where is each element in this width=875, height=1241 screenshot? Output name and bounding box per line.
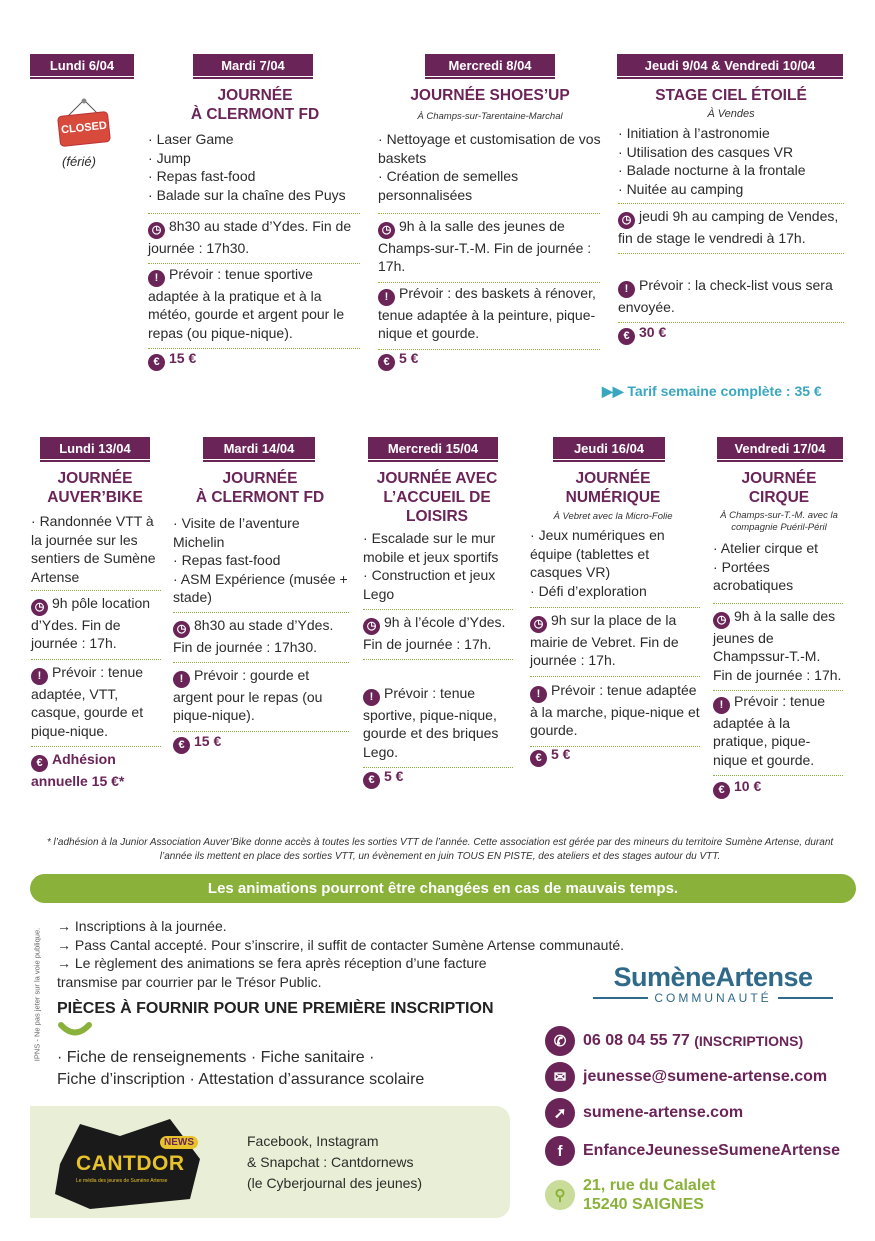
activity-title: JOURNÉE SHOES’UP <box>410 87 570 104</box>
activity-list: · Jeux numériques en équipe (tablettes et casques VR) · Défi d’exploration <box>530 526 700 600</box>
euro-icon: € <box>713 782 730 799</box>
time-info: ◷ 9h à l’école d’Ydes. Fin de journée : 17h. <box>363 609 513 660</box>
prevoir-info: ! Prévoir : tenue adaptée, VTT, casque, gourde et pique-nique. <box>31 663 161 747</box>
website-contact[interactable]: ➚ sumene-artense.com <box>545 1098 743 1128</box>
activity-title: JOURNÉE NUMÉRIQUE <box>565 470 661 506</box>
price: € 10 € <box>713 778 761 799</box>
warning-icon: ! <box>530 686 547 703</box>
cantdor-news: NEWS <box>160 1136 198 1149</box>
activity-title: STAGE CIEL ÉTOILÉ <box>655 87 807 104</box>
activity-list: · Laser Game · Jump · Repas fast-food · Balade sur la chaîne des Puys <box>148 130 360 204</box>
activity-list: · Atelier cirque et · Portées acrobatiques <box>713 539 843 595</box>
time-info: ◷ 9h sur la place de la mairie de Vebret. Fin de journée : 17h. <box>530 607 700 677</box>
activity-list: · Randonnée VTT à la journée sur les sentiers de Sumène Artense <box>31 512 161 586</box>
cursor-icon: ➚ <box>545 1098 575 1128</box>
info-lines <box>57 917 625 991</box>
prevoir-info: ! Prévoir : des baskets à rénover, tenue adaptée à la peinture, pique-nique et gourde. <box>378 284 600 350</box>
clock-icon: ◷ <box>530 616 547 633</box>
clock-icon: ◷ <box>713 612 730 629</box>
day-tab-mercredi-15: Mercredi 15/04 <box>368 437 498 459</box>
green-smile-decor <box>58 1022 92 1043</box>
clock-icon: ◷ <box>378 222 395 239</box>
activity-title: JOURNÉE À CLERMONT FD <box>190 87 320 123</box>
phone-icon: ✆ <box>545 1026 575 1056</box>
facebook-icon: f <box>545 1136 575 1166</box>
clock-icon: ◷ <box>618 212 635 229</box>
clock-icon: ◷ <box>173 621 190 638</box>
location: À Champs-sur-T.-M. avec la compagnie Puéril-Péril <box>720 510 838 533</box>
time-info: ◷ 8h30 au stade d’Ydes. Fin de journée : 17h30. <box>173 612 349 663</box>
euro-icon: € <box>31 755 48 772</box>
activity-title: JOURNÉE AUVER’BIKE <box>47 470 143 506</box>
tarif-semaine: ▶▶ Tarif semaine complète : 35 € <box>602 383 822 399</box>
price: € Adhésion annuelle 15 €* <box>31 751 125 789</box>
weather-banner: Les animations pourront être changées en cas de mauvais temps. <box>30 874 856 903</box>
activity-title: JOURNÉE AVEC L’ACCUEIL DE LOISIRS <box>376 470 498 525</box>
euro-icon: € <box>618 328 635 345</box>
euro-icon: € <box>173 737 190 754</box>
location: À Vendes <box>707 108 755 120</box>
day-tab-lundi-13: Lundi 13/04 <box>40 437 150 459</box>
warning-icon: ! <box>148 270 165 287</box>
price: € 15 € <box>148 350 196 371</box>
sumene-artense-logo <box>593 962 833 1005</box>
clock-icon: ◷ <box>148 222 165 239</box>
prevoir-info: ! Prévoir : gourde et argent pour le repas (ou pique-nique). <box>173 666 349 732</box>
day-tab-lundi-6: Lundi 6/04 <box>30 54 134 76</box>
closed-label: CLOSED <box>60 119 108 137</box>
warning-icon: ! <box>31 668 48 685</box>
ipns-note: IPNS - Ne pas jeter sur la voie publique. <box>32 927 42 1062</box>
day-tab-mardi-7: Mardi 7/04 <box>193 54 313 76</box>
day-tab-vendredi-17: Vendredi 17/04 <box>717 437 843 459</box>
address-contact: ⚲ 21, rue du Calalet 15240 SAIGNES <box>545 1176 716 1214</box>
mail-icon: ✉ <box>545 1062 575 1092</box>
email-contact[interactable]: ✉ jeunesse@sumene-artense.com <box>545 1062 827 1092</box>
price: € 15 € <box>173 733 221 754</box>
time-info: ◷ 9h à la salle des jeunes de Champs-sur-T.-M. Fin de journée : 17h. <box>378 213 600 283</box>
facebook-contact[interactable]: f EnfanceJeunesseSumeneArtense <box>545 1136 840 1166</box>
warning-icon: ! <box>713 697 730 714</box>
ferie-note: (férié) <box>62 154 96 169</box>
price: € 5 € <box>363 768 403 789</box>
euro-icon: € <box>363 772 380 789</box>
price: € 30 € <box>618 324 666 345</box>
activity-title: JOURNÉE CIRQUE <box>741 470 817 506</box>
warning-icon: ! <box>618 281 635 298</box>
day-tab-jeudi-16: Jeudi 16/04 <box>553 437 665 459</box>
pieces-list: · Fiche de renseignements · Fiche sanitaire · Fiche d’inscription · Attestation d’assurance scolaire <box>57 1049 425 1088</box>
cantdor-name: CANTDOR <box>76 1152 185 1175</box>
cantdor-box <box>30 1106 510 1218</box>
info-line: → Pass Cantal accepté. Pour s’inscrire, il suffit de contacter Sumène Artense communauté. <box>57 936 625 953</box>
prevoir-info: ! Prévoir : tenue adaptée à la marche, pique-nique et gourde. <box>530 681 700 747</box>
activity-list: · Escalade sur le mur mobile et jeux sportifs · Construction et jeux Lego <box>363 529 513 603</box>
closed-sign <box>56 98 112 148</box>
day-tab-mercredi-8: Mercredi 8/04 <box>425 54 555 76</box>
euro-icon: € <box>530 750 547 767</box>
location: À Champs-sur-Tarentaine-Marchal <box>417 111 563 122</box>
activity-title: JOURNÉE À CLERMONT FD <box>195 470 325 506</box>
prevoir-info: ! Prévoir : la check-list vous sera envoyée. <box>618 276 844 323</box>
price: € 5 € <box>378 350 418 371</box>
cantdor-tagline: Le média des jeunes de Sumène Artense <box>76 1178 168 1184</box>
clock-icon: ◷ <box>363 618 380 635</box>
cantdor-logo <box>50 1114 210 1210</box>
euro-icon: € <box>378 354 395 371</box>
phone-contact[interactable]: ✆ 06 08 04 55 77 (INSCRIPTIONS) <box>545 1026 803 1056</box>
activity-list: · Visite de l’aventure Michelin · Repas fast-food · ASM Expérience (musée + stade) <box>173 514 349 607</box>
clock-icon: ◷ <box>31 599 48 616</box>
warning-icon: ! <box>378 289 395 306</box>
cantdor-text: Facebook, Instagram & Snapchat : Cantdornews (le Cyberjournal des jeunes) <box>247 1133 423 1191</box>
day-tab-jeudi-vendredi: Jeudi 9/04 & Vendredi 10/04 <box>617 54 843 76</box>
info-line: → Inscriptions à la journée. <box>57 918 227 934</box>
activity-list: · Initiation à l’astronomie · Utilisation des casques VR · Balade nocturne à la frontale · Nuitée au camping <box>618 124 844 198</box>
warning-icon: ! <box>363 689 380 706</box>
activity-list: · Nettoyage et customisation de vos baskets · Création de semelles personnalisées <box>378 130 602 204</box>
prevoir-info: ! Prévoir : tenue adaptée à la pratique, pique-nique et gourde. <box>713 692 843 776</box>
prevoir-info: ! Prévoir : tenue sportive adaptée à la pratique et à la météo, gourde et argent pour le repas (ou pique-nique). <box>148 265 360 349</box>
price: € 5 € <box>530 746 570 767</box>
time-info: ◷ 9h à la salle des jeunes de Champssur-T.-M. Fin de journée : 17h. <box>713 603 843 691</box>
euro-icon: € <box>148 354 165 371</box>
time-info: ◷ jeudi 9h au camping de Vendes, fin de stage le vendredi à 17h. <box>618 203 844 254</box>
logo-name: SumèneArtense <box>613 962 813 992</box>
day-tab-mardi-14: Mardi 14/04 <box>203 437 315 459</box>
info-line: → Le règlement des animations se fera après réception d’une facture transmise par courrier par le Trésor Public. <box>57 955 487 990</box>
location: À Vebret avec la Micro-Folie <box>553 511 673 522</box>
location-pin-icon: ⚲ <box>545 1180 575 1210</box>
time-info: ◷ 8h30 au stade d’Ydes. Fin de journée : 17h30. <box>148 213 360 264</box>
logo-sub: COMMUNAUTÉ <box>654 991 772 1005</box>
warning-icon: ! <box>173 671 190 688</box>
time-info: ◷ 9h pôle location d’Ydes. Fin de journée : 17h. <box>31 590 161 660</box>
footnote: * l’adhésion à la Junior Association Auver’Bike donne accès à toutes les sorties VTT de l’année. Cette association est gérée par des mineurs du territoire Sumène Artense, durant l’année ils mettent en place des sorties VTT, un évènement en juin TOUS EN PISTE, des ateliers et des stages autour du VTT. <box>46 837 834 862</box>
pieces-title: PIÈCES À FOURNIR POUR UNE PREMIÈRE INSCRIPTION <box>57 1000 494 1017</box>
prevoir-info: ! Prévoir : tenue sportive, pique-nique, gourde et des briques Lego. <box>363 684 513 768</box>
